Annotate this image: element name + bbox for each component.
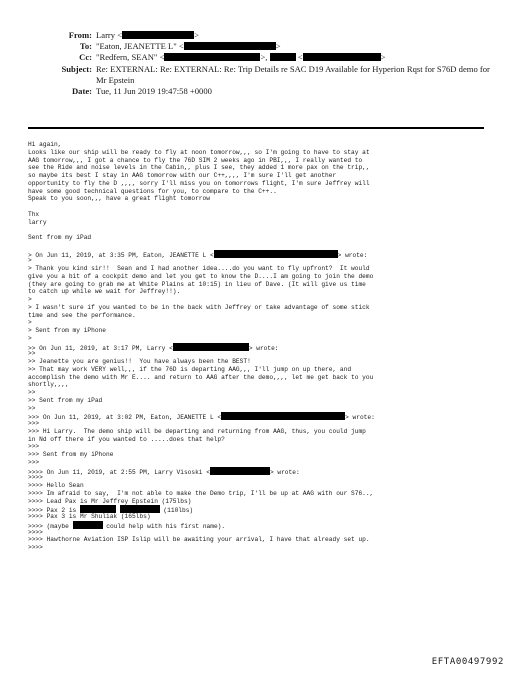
quote-header-line: > On Jun 11, 2019, at 3:35 PM, Eaton, JEANETTE L < > wrote: <box>28 251 368 259</box>
date-value: Tue, 11 Jun 2019 19:47:58 +0000 <box>96 86 212 97</box>
date-row <box>28 86 498 97</box>
email-header <box>28 30 498 97</box>
body-line: time and see the performance. <box>28 311 136 319</box>
cc-value: "Redfern, SEAN" < <box>96 52 165 63</box>
redaction-box <box>173 343 249 351</box>
redaction-box <box>164 53 260 61</box>
body-line <box>28 203 498 211</box>
body-line: >> <box>28 389 36 396</box>
subject-value: Re: EXTERNAL: Re: EXTERNAL: Re: Trip Details re SAC D19 Available for Hyperion Rqst for S76D demo for Mr Epstein <box>96 63 490 85</box>
body-line: > <box>28 296 32 303</box>
body-line: >>> Hi Larry. The demo ship will be departing and returning from AAG, thus, you could jump <box>28 427 366 435</box>
body-line: >> Jeanette you are genius!! You have always been the BEST! <box>28 358 251 365</box>
to-row <box>28 41 498 52</box>
body-line: >> Sent from my iPad <box>28 396 103 404</box>
body-line: >>> <box>28 443 40 451</box>
cc-mid1: >, <box>260 52 268 63</box>
body-line: Looks like our ship will be ready to fly at noon tomorrow,,, so I'm going to have to stay at <box>28 148 370 156</box>
body-line: see the Ride and noise levels in the Cabin,, plus I see, they added 1 more pax on the trip,, <box>28 164 370 172</box>
body-line: >>> Sent from my iPhone <box>28 451 114 458</box>
body-line: so maybe its best I stay in AAG tomorrow with our C++,,,, I'm sure I'll get another <box>28 172 337 179</box>
body-line: > I wasn't sure if you wanted to be in the back with Jeffrey or take advantage of some stick <box>28 303 370 311</box>
body-line: >> That may work VERY well,,, if the 76D is departing AAG,,, I'll jump on up there, and <box>28 365 352 373</box>
quote-header-line: >>>> On Jun 11, 2019, at 2:55 PM, Larry Visoski < > wrote: <box>28 468 300 476</box>
body-line: have some good technical questions for you, to compare to the C++.. <box>28 187 277 195</box>
body-line: >>>> <box>28 544 43 551</box>
email-body <box>28 141 498 552</box>
redaction-box <box>122 31 194 39</box>
cc-label: Cc: <box>79 52 92 63</box>
redaction-box <box>210 467 270 475</box>
quote-header-line: >> On Jun 11, 2019, at 3:17 PM, Larry < > wrote: <box>28 344 279 352</box>
body-line: in Nd off there if you wanted to .....does that help? <box>28 435 225 443</box>
from-value: Larry < <box>96 30 123 40</box>
body-line: Hi again, <box>28 141 62 148</box>
subject-label: Subject: <box>61 63 92 74</box>
redaction-box <box>214 250 338 258</box>
body-line: >>> <box>28 458 40 466</box>
cc-tail: > <box>380 52 386 63</box>
body-line: >>>> Pax 3 is Mr Shuliak (165lbs) <box>28 513 151 520</box>
header-divider <box>28 127 484 129</box>
passenger-note-line: >>>> (maybe could help with his first name). <box>28 522 226 530</box>
body-line: >>>> Lead Pax is Mr Jeffrey Epstein (175lbs) <box>28 497 192 505</box>
body-line: >>>> <box>28 528 43 536</box>
quote-header-line: >>> On Jun 11, 2019, at 3:02 PM, Eaton, JEANETTE L < > wrote: <box>28 414 375 422</box>
body-line: AAG tomorrow,,, I got a chance to fly the 76D SIM 2 weeks ago in PBI,,, I really wanted to <box>28 156 363 164</box>
body-line: >>>> Hawthorne Aviation ISP Islip will be awaiting your arrival, I have that already set up. <box>28 536 370 544</box>
body-line: > <box>28 334 32 342</box>
cc-mid2: < <box>297 52 303 63</box>
body-line: opportunity to fly the D ,,,, sorry I'll miss you on tomorrows flight, I'm sure Jeffrey will <box>28 179 370 187</box>
body-line: >> <box>28 350 36 358</box>
body-line: give you a bit of a cockpit demo and let you get to know the D....I am going to join the demo <box>28 272 374 280</box>
body-line: larry <box>28 218 47 226</box>
body-line: > <box>28 257 32 265</box>
cc-row <box>28 52 498 63</box>
body-line: (they are going to grab me at White Plains at 10:15) in lieu of Dave. (It will give us time <box>28 280 366 288</box>
redaction-box <box>73 521 103 529</box>
body-line: >>>> Im afraid to say, I'm not able to make the Demo trip, I'll be up at AAG with our S76.., <box>28 489 374 497</box>
body-line: >> <box>28 404 36 412</box>
body-line: Thx <box>28 210 40 218</box>
date-label: Date: <box>71 86 92 97</box>
document-id: EFTA00497992 <box>431 657 504 667</box>
body-line: to catch up while we wait for Jeffrey!!). <box>28 288 181 296</box>
from-tail: > <box>194 30 199 40</box>
to-value: "Eaton, JEANETTE L" < <box>96 41 184 52</box>
body-line <box>28 242 498 250</box>
body-line: > Sent from my iPhone <box>28 327 106 334</box>
body-line: > <box>28 319 32 327</box>
body-line: >>>> <box>28 474 43 482</box>
body-line: Sent from my iPad <box>28 234 92 241</box>
body-line: >>> <box>28 420 40 427</box>
body-line: accomplish the demo with Mr E.... and return to AAG after the demo,,,, let me get back to you <box>28 373 374 381</box>
redaction-box <box>270 53 296 61</box>
redaction-box <box>184 42 276 50</box>
body-line <box>28 226 498 234</box>
body-line: Speak to you soon,,, have a great flight tomorrow <box>28 195 210 203</box>
subject-row <box>28 64 498 86</box>
redaction-box <box>303 53 381 61</box>
from-row <box>28 30 498 41</box>
to-label: To: <box>79 41 92 52</box>
to-tail: > <box>275 41 281 52</box>
body-line: >>>> Hello Sean <box>28 482 84 489</box>
body-line: shortly,,,, <box>28 381 69 389</box>
passenger-line: >>>> Pax 2 is (110lbs) <box>28 507 194 515</box>
body-line: > Thank you kind sir!! Sean and I had another idea....do you want to fly upfront? It would <box>28 265 370 272</box>
from-label: From: <box>68 30 92 40</box>
redaction-box <box>221 412 345 420</box>
